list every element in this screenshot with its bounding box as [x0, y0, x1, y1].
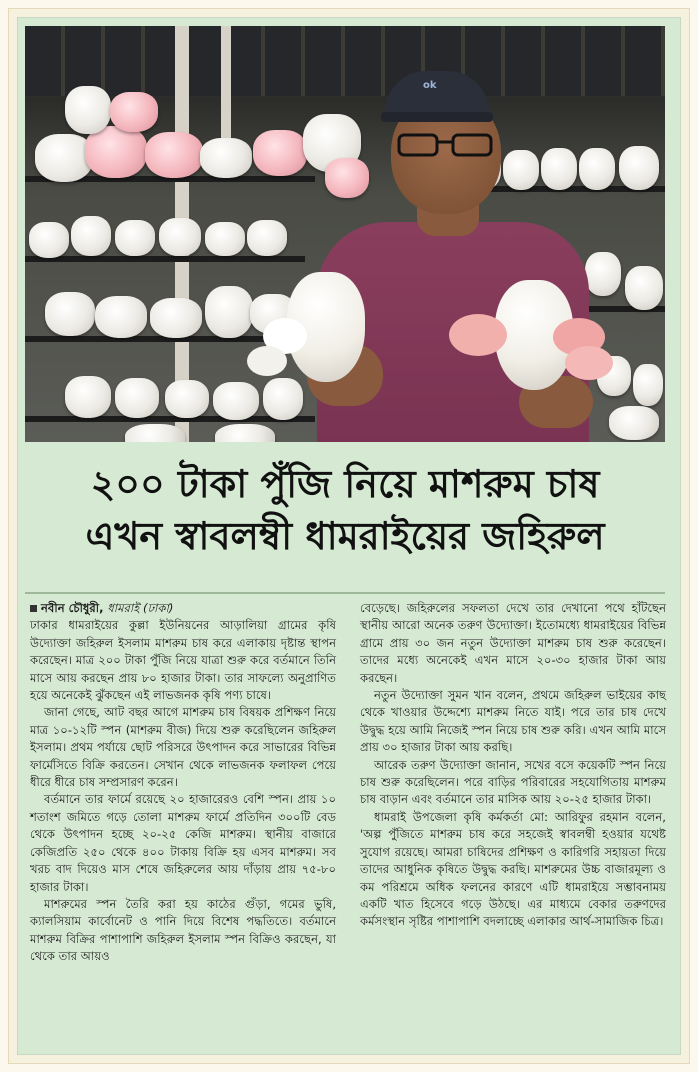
pink-oyster-mushroom	[449, 314, 507, 356]
headline-line-2: এখন স্বাবলম্বী ধামরাইয়ের জহিরুল	[85, 514, 605, 558]
article-column-right	[360, 600, 666, 931]
article-photo	[25, 26, 665, 442]
mushroom-bag	[71, 216, 111, 256]
mushroom-bag	[65, 376, 111, 418]
mushroom-bag	[200, 138, 252, 178]
farm-ceiling	[25, 26, 665, 96]
mushroom-bag	[541, 148, 577, 190]
white-oyster-mushroom	[247, 346, 287, 376]
paragraph: ধামরাই উপজেলা কৃষি কর্মকর্তা মো: আরিফুর রহমান বলেন, 'অল্প পুঁজিতে মাশরুম চাষ করে সহজেই স্বাবলম্বী হওয়ার যথেষ্ট সুযোগ রয়েছে। আমরা চাষিদের প্রশিক্ষণ ও কারিগরি সহায়তা দিয়ে তাদের আধুনিক কৃষিতে উদ্বুদ্ধ করছি। মাশরুমের উচ্চ বাজারমূল্য ও কম পরিশ্রমে অধিক ফলনের কারণে এটি ধামরাইয়ে সম্ভাবনাময় একটি খাত হিসেবে গড়ে উঠছে। এর মাধ্যমে বেকার তরুণদের কর্মসংস্থান সৃষ্টির পাশাপাশি বদলাচ্ছে এলাকার আর্থ-সামাজিক চিত্র।	[360, 809, 666, 929]
mushroom-bag	[263, 378, 303, 420]
mushroom-bag	[625, 266, 663, 310]
pink-oyster-mushroom	[565, 346, 613, 380]
mushroom-bag	[159, 218, 201, 256]
shelf	[25, 256, 305, 262]
mushroom-bag	[247, 220, 287, 256]
mushroom-bag	[29, 222, 69, 258]
paragraph: আরেক তরুণ উদ্যোক্তা জানান, সখের বসে কয়েকটি স্পন নিয়ে চাষ শুরু করেছিলেন। পরে বাড়ির পরিবারের সহযোগিতায় মাশরুম চাষ বাড়ান এবং বর্তমানে তার মাসিক আয় ২০-২৫ হাজার টাকা।	[360, 757, 666, 807]
mushroom-bag	[115, 220, 155, 256]
paragraph: মাশরুমের স্পন তৈরি করা হয় কাঠের গুঁড়া, গমের ভুষি, ক্যালসিয়াম কার্বোনেট ও পানি দিয়ে বিশেষ পদ্ধতিতে। বর্তমানে মাশরুম বিক্রির পাশাপাশি জহিরুল ইসলাম স্পন বিক্রিও করছেন, যা থেকে তার আয়ও	[30, 896, 336, 964]
mushroom-bag	[85, 126, 147, 178]
mushroom-bag	[579, 148, 615, 190]
cap-logo: ok	[423, 80, 437, 91]
paragraph: জানা গেছে, আট বছর আগে মাশরুম চাষ বিষয়ক প্রশিক্ষণ নিয়ে মাত্র ১০-১২টি স্পন (মাশরুম বীজ) দিয়ে শুরু করেছিলেন জহিরুল ইসলাম। প্রথম পর্যায়ে ছোট পরিসরে উৎপাদন করে সাভারের বিভিন্ন ফার্মেসিতে বিক্রি করতেন। সেখান থেকে লাভজনক ফলাফল পেয়ে ধীরে ধীরে চাষ সম্প্রসারণ করেন।	[30, 705, 336, 790]
mushroom-bag	[165, 380, 209, 418]
paragraph: বেড়েছে। জহিরুলের সফলতা দেখে তার দেখানো পথে হাঁটছেন স্থানীয় আরো অনেক তরুণ উদ্যোক্তা। ইতোমধ্যে ধামরাইয়ের বিভিন্ন গ্রামে প্রায় ৩০ জন নতুন উদ্যোক্তা মাশরুম চাষ শুরু করেছেন। তাদের মধ্যে অনেকেই এখন মাসে ২০-৩০ হাজার টাকা আয় করছেন।	[360, 601, 666, 685]
mushroom-bag	[325, 158, 369, 198]
mushroom-bag	[633, 364, 663, 406]
paragraph: ঢাকার ধামরাইয়ের কুল্লা ইউনিয়নের আড়ালিয়া গ্রামের কৃষি উদ্যোক্তা জহিরুল ইসলাম মাশরুম চাষ করে এলাকায় দৃষ্টান্ত স্থাপন করেছেন। মাত্র ২০০ টাকা পুঁজি নিয়ে যাত্রা শুরু করে বর্তমানে তিনি মাসে আয় করছেন প্রায় ৮০ হাজার টাকা। তার সাফল্যে অনুপ্রাণিত হয়ে অনেকেই ঝুঁকছেন এই লাভজনক কৃষি পণ্য চাষে।	[30, 618, 336, 703]
mushroom-bag	[110, 92, 158, 132]
mushroom-bag	[585, 252, 621, 296]
headline-divider	[25, 592, 665, 594]
mushroom-bag	[145, 132, 203, 178]
mushroom-bag	[65, 86, 111, 134]
mushroom-bag	[213, 382, 259, 420]
headline-line-1: ২০০ টাকা পুঁজি নিয়ে মাশরুম চাষ	[90, 462, 600, 506]
mushroom-bag	[115, 378, 159, 418]
support-post	[221, 26, 231, 156]
paragraph: বর্তমানে তার ফার্মে রয়েছে ২০ হাজারেরও বেশি স্পন। প্রায় ১০ শতাংশ জমিতে গড়ে তোলা মাশরুম ফার্মে প্রতিদিন ৩০০টি বেড থেকে উৎপাদন হচ্ছে ২০-২৫ কেজি মাশরুম। স্থানীয় বাজারে কেজিপ্রতি ২৫০ থেকে ৪০০ টাকায় বিক্রি হয় এসব মাশরুম। সব খরচ বাদ দিয়েও মাস শেষে জহিরুলের আয় দাঁড়ায় প্রায় ৭৫-৮০ হাজার টাকা।	[30, 792, 336, 894]
mushroom-bag	[205, 222, 245, 256]
mushroom-bag	[215, 424, 275, 442]
mushroom-bag	[95, 296, 147, 338]
byline-bullet-icon	[30, 605, 37, 612]
mushroom-bag	[205, 286, 253, 338]
glasses-icon	[397, 132, 493, 158]
paragraph: নতুন উদ্যোক্তা সুমন খান বলেন, প্রথমে জহিরুল ভাইয়ের কাছ থেকে খাওয়ার উদ্দেশ্যে মাশরুম নিতে যাই। পরে তার চাষ দেখে উদ্বুদ্ধ হয়ে আমি নিজেই স্পন নিয়ে চাষ শুরু করি। এখন আমি মাসে প্রায় ৩০ হাজার টাকা আয় করছি।	[360, 688, 666, 755]
byline-name: নবীন চৌধুরী,	[41, 601, 104, 615]
article-column-left	[30, 600, 336, 966]
byline	[30, 600, 336, 617]
mushroom-bag	[150, 298, 202, 338]
mushroom-bag	[45, 292, 95, 336]
article-headline	[25, 458, 665, 562]
mushroom-bag	[125, 424, 185, 442]
byline-place: ধামরাই (ঢাকা)	[103, 601, 174, 615]
mushroom-bag	[609, 406, 659, 440]
mushroom-bag	[503, 150, 539, 190]
cap-brim	[381, 112, 493, 122]
mushroom-bag	[253, 130, 307, 176]
mushroom-bag	[619, 146, 659, 190]
